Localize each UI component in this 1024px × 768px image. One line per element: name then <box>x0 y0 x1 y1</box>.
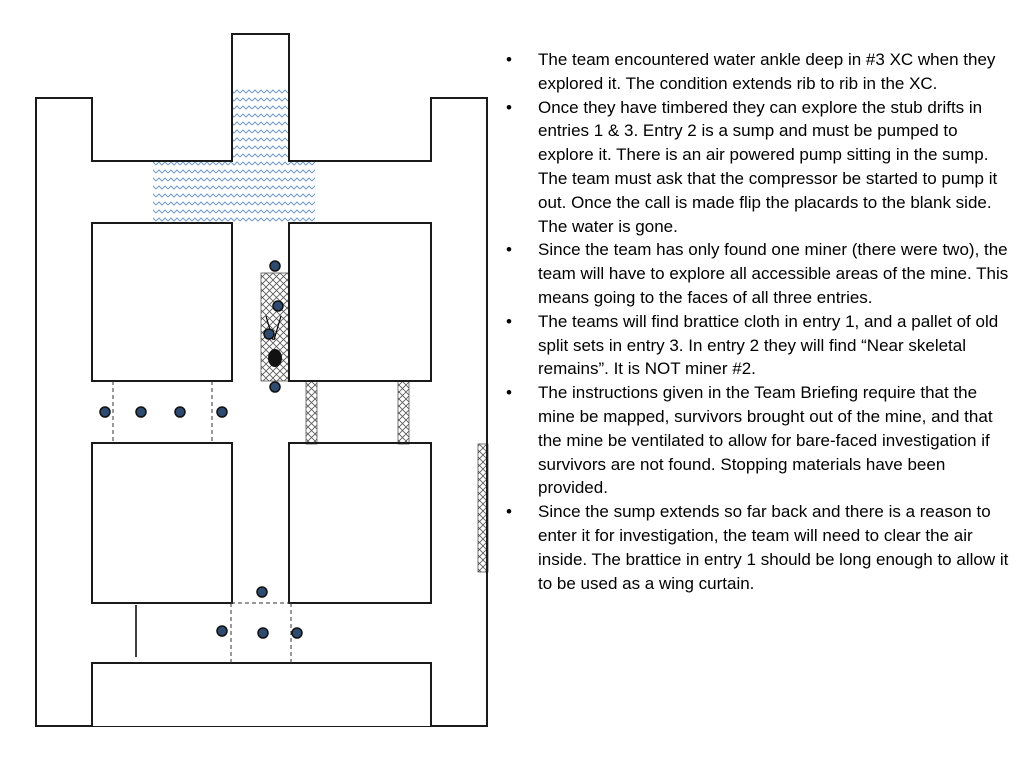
bullet: • <box>506 50 512 69</box>
placard-marker <box>217 626 227 636</box>
xc-timbers-left <box>306 381 317 444</box>
note-item <box>500 48 1010 96</box>
placard-marker <box>273 301 283 311</box>
bullet: • <box>506 311 512 331</box>
pillar-bottom-block <box>92 663 431 726</box>
xc-timbers-right <box>398 381 409 444</box>
placard-marker <box>292 628 302 638</box>
placard-marker <box>270 382 280 392</box>
placard-marker <box>258 628 268 638</box>
pillar-bottom-left <box>92 443 232 603</box>
placard-marker <box>217 407 227 417</box>
placard-marker <box>257 587 267 597</box>
note-item <box>500 381 1010 500</box>
placard-marker <box>100 407 110 417</box>
note-item <box>500 310 1010 381</box>
air-pump <box>268 349 282 367</box>
xc3-water <box>153 161 315 223</box>
note-item <box>500 238 1010 309</box>
bullet: • <box>506 383 512 403</box>
note-item <box>500 96 1010 239</box>
note-text: Since the team has only found one miner (there were two), the team will have to explore all accessible areas of the mine. This means going to the faces of all three entries. <box>538 240 1009 307</box>
pillar-top-right <box>289 223 431 381</box>
placard-marker <box>175 407 185 417</box>
sump-water-upper <box>232 86 289 161</box>
note-text: Since the sump extends so far back and there is a reason to enter it for investigation, the team will need to clear the air inside. The brattice in entry 1 should be long enough to allow it to be used as a wing curtain. <box>538 502 1009 593</box>
pillar-bottom-right <box>289 443 431 603</box>
placard-marker <box>270 261 280 271</box>
pillar-top-left <box>92 223 232 381</box>
note-item <box>500 500 1010 595</box>
briefing-notes <box>500 48 1010 595</box>
mine-map <box>0 0 500 768</box>
bullet: • <box>506 97 512 117</box>
note-text: The instructions given in the Team Briefing require that the mine be mapped, survivors brought out of the mine, and that the mine be ventilated to allow for bare-faced investigation if survivors are not found. Stopping materials have been provided. <box>538 383 993 498</box>
note-text: The teams will find brattice cloth in entry 1, and a pallet of old split sets in entry 3. In entry 2 they will find “Near skeletal remains”. It is NOT miner #2. <box>538 311 999 379</box>
placard-marker <box>136 407 146 417</box>
dashed-lines <box>113 381 291 663</box>
water-area <box>153 86 315 223</box>
timbered-areas <box>261 273 488 572</box>
bullet: • <box>506 240 512 260</box>
note-text: The team encountered water ankle deep in #3 XC when they explored it. The condition extends rib to rib in the XC. <box>538 50 996 93</box>
placard-marker <box>264 329 274 339</box>
bullet: • <box>506 502 512 522</box>
note-text: Once they have timbered they can explore the stub drifts in entries 1 & 3. Entry 2 is a sump and must be pumped to explore it. There is an air powered pump sitting in the sump. The team must ask that the compressor be started to pump it out. Once the call is made flip the placards to the blank side. The water is gone. <box>538 97 998 236</box>
